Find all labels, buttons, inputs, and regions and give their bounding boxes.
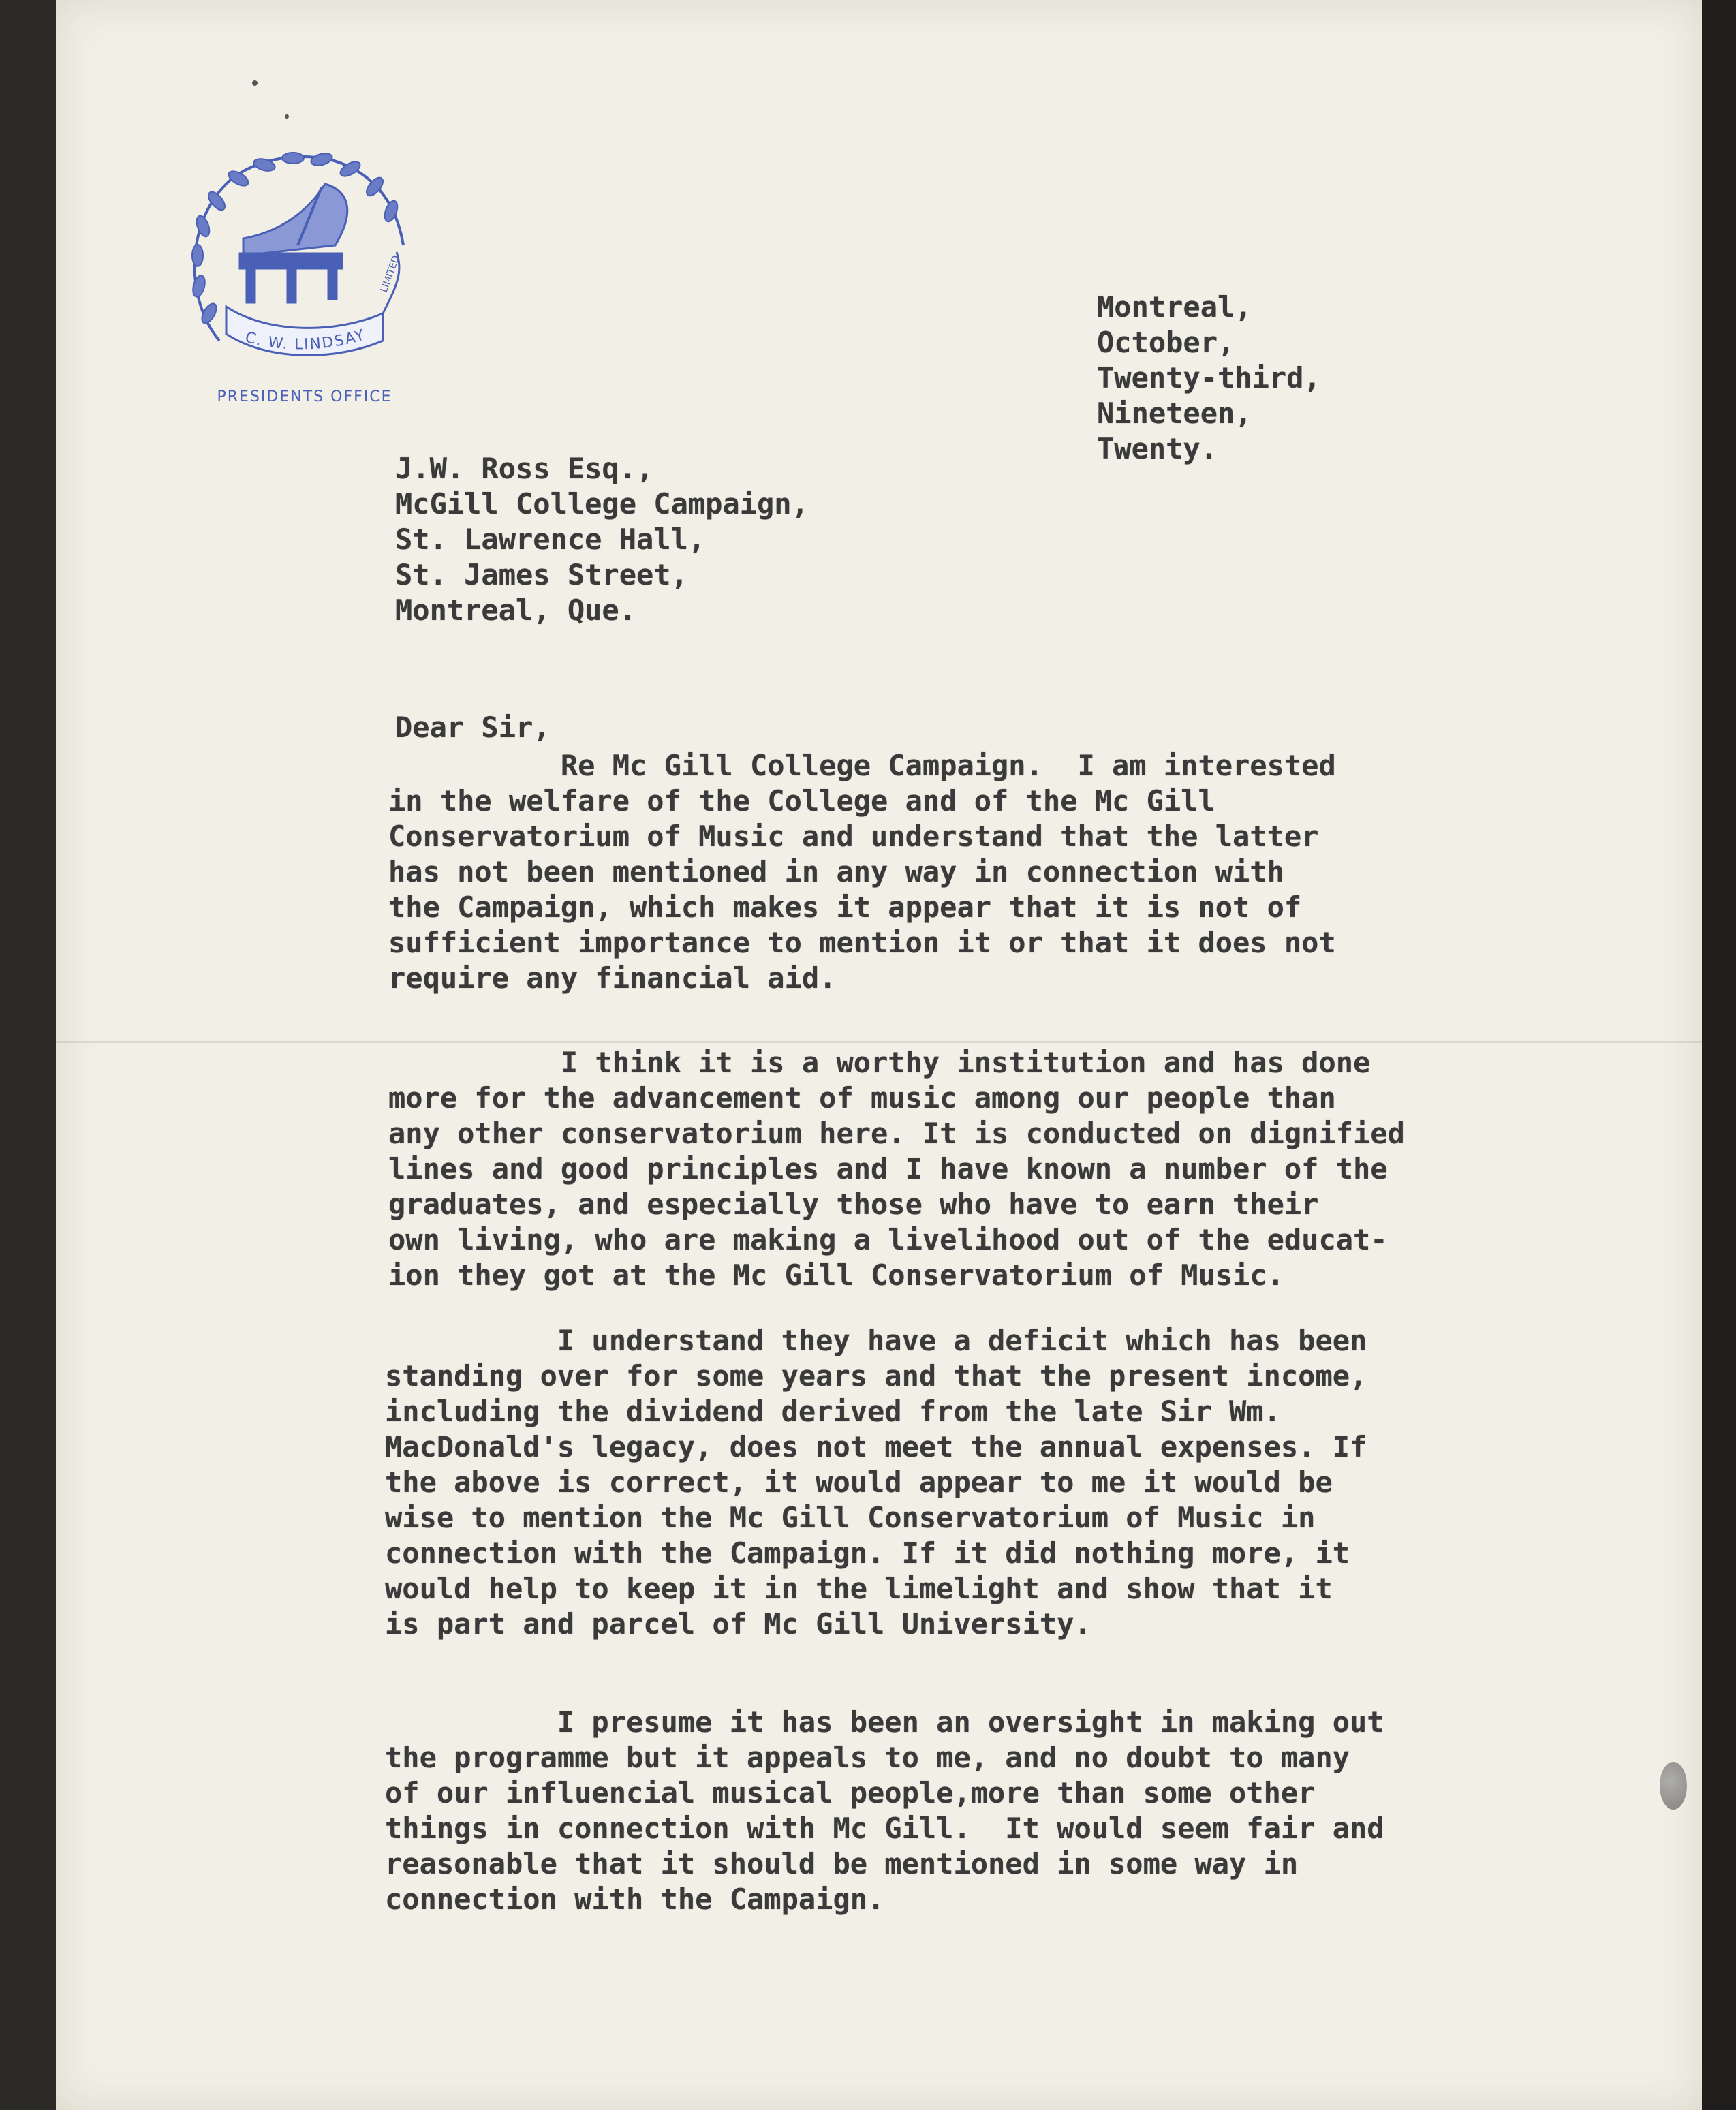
scan-edge <box>1702 0 1736 2110</box>
paper-blemish <box>1660 1762 1687 1810</box>
letterhead-office: PRESIDENTS OFFICE <box>217 388 392 405</box>
date-block: Montreal, October, Twenty-third, Nineteen, Twenty. <box>1097 290 1321 465</box>
paragraph-3: I understand they have a deficit which has been standing over for some years and that the present income, including the dividend derived from the late Sir Wm. MacDonald's legacy, does not meet the annual expenses. If the above is correct, it would appear to me it would be wise to mention the Mc Gill Conservatorium of Music in connection with the Campaign. If it did nothing more, it would help to keep it in the limelight and show that it is part and parcel of Mc Gill University. <box>385 1324 1367 1641</box>
ribbon-text <box>179 136 424 382</box>
paragraph-2: I think it is a worthy institution and has done more for the advancement of music among our people than any other conservatorium here. It is conducted on dignified lines and good principles and I have known a number of the graduates, and especially those who have to earn their own living, who are making a livelihood out of the educat- ion they got at the Mc Gill Conservatorium of Music. <box>388 1046 1405 1292</box>
paragraph-1: Re Mc Gill College Campaign. I am interested in the welfare of the College and of the Mc Gill Conservatorium of Music and understand that the latter has not been mentioned in any way in connection with the Campaign, which makes it appear that it is not of sufficient importance to mention it or that it does not require any financial aid. <box>388 749 1336 995</box>
paper-fold <box>56 1041 1702 1043</box>
salutation: Dear Sir, <box>395 711 551 744</box>
paper-speck <box>252 80 258 86</box>
ribbon-company-name: C. W. LINDSAY <box>243 326 368 354</box>
paragraph-4: I presume it has been an oversight in making out the programme but it appeals to me, and no doubt to many of our influencial musical people,more than some other things in connection with Mc Gill. It would seem fair and reasonable that it should be mentioned in some way in connection with the Campaign. <box>385 1705 1384 1916</box>
letterhead-logo <box>179 136 424 416</box>
recipient-address: J.W. Ross Esq., McGill College Campaign, St. Lawrence Hall, St. James Street, Montreal, Que. <box>395 452 809 627</box>
paper-speck <box>285 114 289 119</box>
svg-text:C. W. LINDSAY <box>243 326 368 353</box>
ribbon-limited: LIMITED <box>378 253 403 294</box>
